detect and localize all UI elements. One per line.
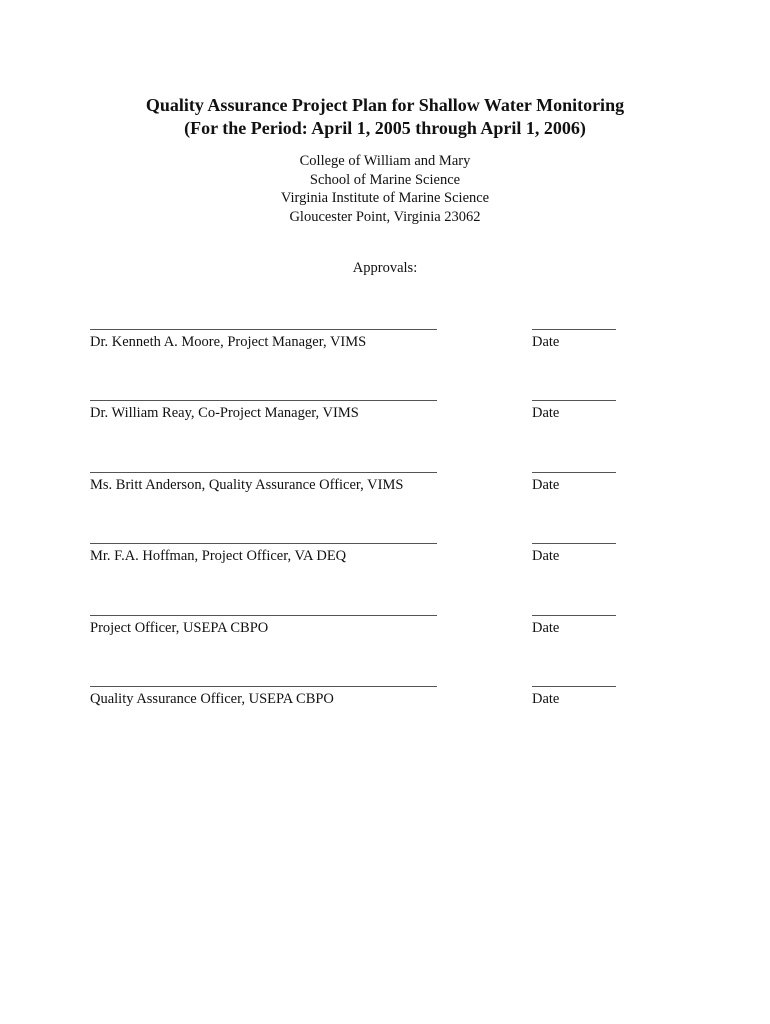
- signature-block: [90, 543, 616, 583]
- signature-block: [90, 329, 616, 369]
- document-subtitle-period: (For the Period: April 1, 2005 through April 1, 2006): [184, 118, 586, 138]
- signatory-name: Dr. Kenneth A. Moore, Project Manager, VIMS: [90, 334, 367, 350]
- date-label: Date: [532, 548, 560, 564]
- signature-block: [90, 472, 616, 512]
- document-title: Quality Assurance Project Plan for Shallow Water Monitoring: [145, 95, 625, 115]
- date-line: [532, 543, 616, 544]
- signature-line: [90, 686, 437, 687]
- signatory-name: Quality Assurance Officer, USEPA CBPO: [90, 691, 334, 707]
- signature-block: [90, 615, 616, 655]
- date-line: [532, 472, 616, 473]
- signatory-name: Project Officer, USEPA CBPO: [90, 620, 269, 636]
- date-label: Date: [532, 334, 560, 350]
- signature-line: [90, 472, 437, 473]
- signature-line: [90, 543, 437, 544]
- signatory-name: Ms. Britt Anderson, Quality Assurance Officer, VIMS: [90, 477, 404, 493]
- signature-line: [90, 329, 437, 330]
- address-line: School of Marine Science: [309, 171, 461, 188]
- signature-block: [90, 686, 616, 726]
- date-label: Date: [532, 477, 560, 493]
- date-line: [532, 400, 616, 401]
- date-label: Date: [532, 691, 560, 707]
- date-line: [532, 615, 616, 616]
- approvals-heading: Approvals:: [352, 260, 418, 276]
- address-line: College of William and Mary: [299, 153, 471, 169]
- signature-block: [90, 400, 616, 440]
- signature-line: [90, 400, 437, 401]
- signature-line: [90, 615, 437, 616]
- signatory-name: Mr. F.A. Hoffman, Project Officer, VA DEQ: [90, 548, 347, 564]
- address-line: Virginia Institute of Marine Science: [280, 190, 490, 206]
- address-line: Gloucester Point, Virginia 23062: [289, 208, 481, 225]
- date-line: [532, 686, 616, 687]
- date-line: [532, 329, 616, 330]
- signatory-name: Dr. William Reay, Co-Project Manager, VIMS: [90, 405, 359, 421]
- date-label: Date: [532, 620, 560, 636]
- institution-address: [0, 152, 770, 226]
- date-label: Date: [532, 405, 560, 421]
